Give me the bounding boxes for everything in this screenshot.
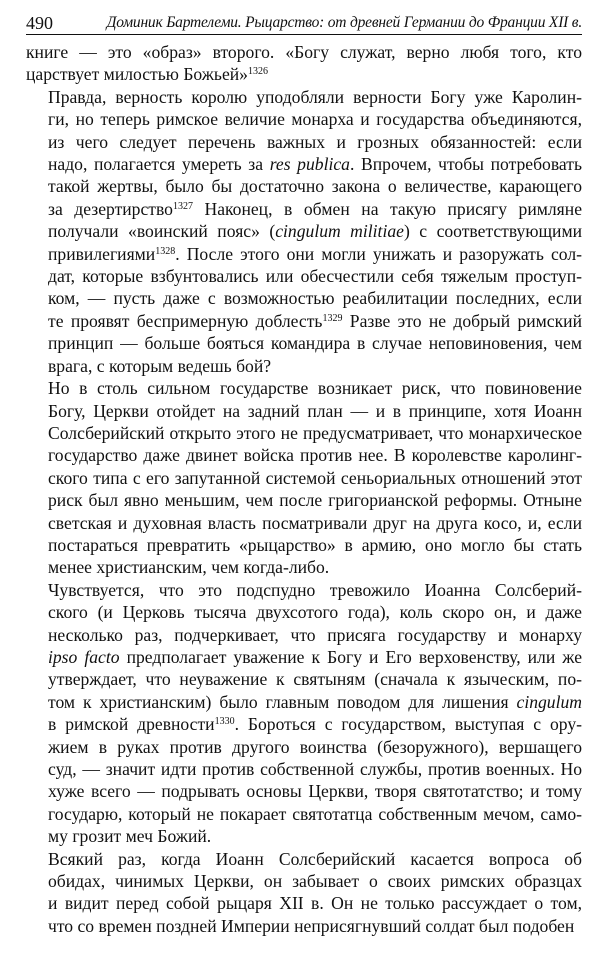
text-run: принцип — больше бояться командира в случае неповиновения, чем [48,333,582,354]
latin-term: cingulum [516,691,582,712]
text-line [26,310,582,332]
text-run: из чего следует перечень важных и грозных обязанностей: если [48,131,582,152]
text-run: привилегиями [48,243,156,264]
footnote-ref: 1328 [155,245,176,257]
text-run: . Бороться с государством, выступая с ору- [234,714,582,735]
text-run: светская и духовная власть посматривали друг на друга косо, и, если [48,512,582,533]
text-run: менее христианским, чем когда-либо. [48,557,330,578]
text-run: постараться превратить «рыцарство» в армию, оно могло бы стать [48,534,582,555]
text-run: несколько раз, подчеркивает, что присяга государству и монарху [48,624,582,645]
text-line [26,713,582,735]
text-run: утверждает, что неуважение к святыням (сначала к языческим, по- [48,669,582,690]
running-title: Доминик Бартелеми. Рыцарство: от древней Германии до Франции XII в. [106,14,582,31]
text-run: ги, но теперь римское величие монарха и государства объединяются, [48,109,582,130]
paragraph [26,579,582,848]
text-line [26,108,582,130]
footnote-ref: 1330 [214,716,235,728]
text-line [26,646,582,668]
text-run: получали «воинский пояс» ( [48,221,276,242]
running-header [26,8,582,35]
body-text [26,41,582,937]
text-line [26,489,582,511]
text-run: ского типа с его запутанной системой сеньориальных отношений этот [48,467,582,488]
text-run: му грозит меч Божий. [48,826,212,847]
text-run: в римской древности [48,714,215,735]
footnote-ref: 1327 [172,200,193,212]
text-line [26,579,582,601]
paragraph [26,41,582,86]
text-run: суд, — значит идти против собственной службы, против военных. Но [48,759,582,779]
text-line [26,691,582,713]
text-line [26,825,582,847]
text-line [26,63,582,85]
text-run: Всякий раз, когда Иоанн Солсберийский касается вопроса об [48,848,582,869]
text-line [26,870,582,892]
text-run: и видит перед собой рыцаря XII в. Он не только рассуждает о том, [48,893,582,914]
text-line [26,512,582,534]
text-line [26,915,582,937]
footnote-ref: 1329 [322,312,343,324]
text-run: Чувствуется, что это подспудно тревожило Иоанна Солсберий- [48,579,582,600]
text-run: за дезертирство [48,198,173,219]
text-line [26,175,582,197]
paragraph [26,86,582,377]
text-run: врага, с которым ведешь бой? [48,355,272,376]
text-line [26,758,582,780]
latin-term: ipso facto [48,646,120,667]
text-line [26,400,582,422]
paragraph [26,377,582,579]
text-run: . Впрочем, чтобы потребовать [349,154,582,175]
text-run: царствует милостью Божьей» [26,64,248,85]
text-line [26,287,582,309]
text-line [26,736,582,758]
text-run: ) с соответствующими [403,221,583,242]
text-run: Но в столь сильном государстве возникает риск, что повиновение [48,378,582,399]
text-line [26,355,582,377]
text-line [26,153,582,175]
text-line [26,467,582,489]
text-run: Солсберийский открыто этого не предусматривает, что монархическое [48,422,582,443]
text-line [26,332,582,354]
text-run: книге — это «образ» второго. «Богу служат, верно любя того, кто [26,42,582,62]
text-line [26,131,582,153]
text-run: государство даже двинет войска против нее. В королевстве каролинг- [48,445,582,466]
text-run: что со времен поздней Империи неприсягнувший солдат был подобен [48,915,575,936]
text-run: ком, — пусть даже с возможностью реабилитации последних, если [48,288,582,309]
text-line [26,422,582,444]
text-run: обидах, чинимых Церкви, он забывает о своих римских образцах [48,871,582,892]
text-run: Наконец, в обмен на такую присягу римляне [192,198,582,219]
text-line [26,377,582,399]
text-run: дат, которые взбунтовались или обесчестили себя тяжелым проступ- [48,266,582,287]
text-run: Разве это не добрый римский [342,310,582,331]
footnote-ref: 1326 [247,66,268,78]
text-run: надо, полагается умереть за [48,154,270,175]
text-line [26,534,582,556]
text-line [26,848,582,870]
text-run: хуже всего — подрывать основы Церкви, творя святотатство; и тому [48,781,582,802]
text-run: . После этого они могли унижать и разоружать сол- [175,243,582,264]
text-run: риск был явно меньшим, чем после григорианской реформы. Отныне [48,490,582,511]
text-run: предполагает уважение к Богу и Его верховенству, или же [119,646,583,667]
text-run: Правда, верность королю уподобляли верности Богу уже Каролин- [48,86,582,107]
latin-term: res publica [269,154,350,175]
text-run: ского (и Церковь тысяча двухсотого года), коль скоро он, и даже [48,602,582,623]
page-number: 490 [26,13,53,33]
text-run: жием в руках против другого воинства (безоружного), вершащего [48,736,582,757]
text-line [26,41,582,63]
text-line [26,86,582,108]
text-line [26,624,582,646]
text-line [26,892,582,914]
text-line [26,198,582,220]
text-run: такой жертвы, было бы достаточно закона о величестве, карающего [48,176,582,197]
text-line [26,444,582,466]
text-line [26,243,582,265]
paragraph [26,848,582,938]
text-line [26,601,582,623]
text-line [26,220,582,242]
text-run: Богу, Церкви отойдет на задний план — и в принципе, хотя Иоанн [48,400,582,421]
text-line [26,668,582,690]
text-run: те проявят беспримерную доблесть [48,310,323,331]
text-line [26,265,582,287]
text-line [26,556,582,578]
text-run: том к христианским) было главным поводом для лишения [48,691,517,712]
text-line [26,803,582,825]
text-run: государю, который не покарает святотатца собственным мечом, само- [48,803,582,824]
latin-term: cingulum militiae [275,221,404,242]
text-line [26,780,582,802]
